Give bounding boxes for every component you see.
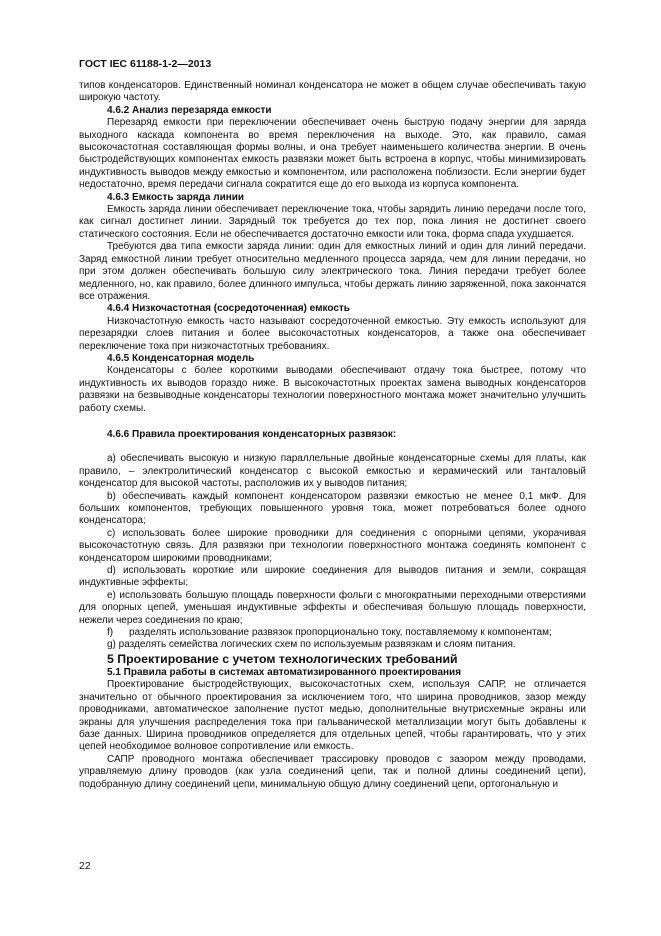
intro-paragraph: типов конденсаторов. Единственный номинал конденсатора не может в общем случае обеспечивать такую широкую частоту. (79, 80, 586, 104)
document-header: ГОСТ IEC 61188-1-2—2013 (79, 58, 212, 70)
list-item-a: а) обеспечивать высокую и низкую параллельные двойные конденсаторные схемы для платы, как правило, – электролитический конденсатор с высокой емкостью и керамический или танталовый конденсатор для высокой частоты, расположив их у выводов питания; (79, 453, 586, 490)
section-4-6-6-heading: 4.6.6 Правила проектирования конденсаторных развязок: (107, 428, 397, 440)
list-item-g: g) разделять семейства логических схем по используемым развязкам и слоям питания. (107, 639, 516, 651)
section-4-6-3-paragraph-1: Емкость заряда линии обеспечивает переключение тока, чтобы зарядить линию передачи после того, как сигнал достигнет линии. Зарядный ток требуется до тех пор, пока линия не достигнет своего статического состояния. Если не обеспечивается достаточно емкости или тока, форма спада ухудшается. (79, 204, 586, 240)
section-5-1-paragraph-2: САПР проводного монтажа обеспечивает трассировку проводов с зазором между проводами, управляемую длину проводов (как узла соединений цепи, так и полной длины соединений цепи), подобранную длину соединений цепи, минимальную общую длину соединений цепи, ортогональную и (79, 753, 586, 790)
section-4-6-4-heading: 4.6.4 Низкочастотная (сосредоточенная) емкость (107, 303, 350, 315)
list-item-c: с) использовать более широкие проводники для соединения с опорными цепями, укорачивая высокочастотную связь. Для развязки при технологии поверхностного монтажа соединять компонент с конденсатором широкими проводниками; (79, 527, 586, 564)
section-4-6-5-heading: 4.6.5 Конденсаторная модель (107, 352, 255, 364)
page-number: 22 (79, 860, 91, 872)
list-item-d: d) использовать короткие или широкие соединения для выводов питания и земли, сокращая индуктивные эффекты; (79, 565, 586, 589)
section-4-6-5-paragraph: Конденсаторы с более короткими выводами обеспечивают отдачу тока быстрее, потому что индуктивность их выводов гораздо ниже. В высокочастотных проектах замена выводных конденсаторов развязки на безвыводные конденсаторы технологии поверхностного монтажа может значительно улучшить работу схемы. (79, 365, 586, 414)
section-5-1-paragraph-1: Проектирование быстродействующих, высокочастотных схем, используя САПР, не отличается значительно от обычного проектирования за исключением того, что ширина проводников, зазор между проводниками, автоматическое заполнение пустот медью, дополнительные внутрисхемные экраны или экраны для улучшения распределения тока при гальванической металлизации могут быть добавлены к базе данных. Ширина проводников определяется для отдельных цепей, чтобы гарантировать, что у этих цепей необходимое волновое сопротивление или емкость. (79, 679, 586, 753)
list-item-f-letter: f) (107, 627, 114, 639)
section-4-6-4-paragraph: Низкочастотную емкость часто называют сосредоточенной емкостью. Эту емкость используют для перезарядки слоев питания и более высокочастотных конденсаторов, а также она обеспечивает переключение тока при низкочастотных требованиях. (79, 315, 586, 352)
list-item-f-text: разделять использование развязок пропорционально току, поставляемому к компонентам; (129, 627, 552, 639)
list-item-b: b) обеспечивать каждый компонент конденсатором развязки емкостью не менее 0,1 мкФ. Для больших компонентов, требующих повышенного уровня тока, может потребоваться более одного конденсатора; (79, 490, 586, 527)
section-4-6-3-paragraph-2: Требуются два типа емкости заряда линии: один для емкостных линий и один для линий передачи. Заряд емкостной линии требует относительно медленного процесса заряда, чем для линии передачи, но при этом должен обеспечивать большую силу электрического тока. Линия передачи требует более медленного, но, как правило, более длинного импульса, чтобы держать линию заряженной, пока закончатся все отражения. (79, 241, 586, 302)
section-4-6-3-heading: 4.6.3 Емкость заряда линии (107, 191, 245, 203)
section-5-heading: 5 Проектирование с учетом технологических требований (107, 651, 458, 666)
section-5-1-heading: 5.1 Правила работы в системах автоматизированного проектирования (107, 666, 462, 678)
section-4-6-2-paragraph: Перезаряд емкости при переключении обеспечивает очень быструю подачу энергии для заряда выходного каскада компонента во время переключения на выходе. Это, как правило, самая высокочастотная составляющая формы волны, и она требует наименьшего количества энергии. В очень быстродействующих компонентах емкость развязки может быть встроена в корпус, чтобы минимизировать индуктивность выводов между емкостью и компонентом, или расположена поблизости. Если энергии будет недостаточно, время передачи сигнала сократится еще до его выхода из корпуса компонента. (79, 117, 586, 191)
list-item-f (79, 627, 586, 639)
section-4-6-2-heading: 4.6.2 Анализ перезаряда емкости (107, 104, 272, 116)
list-item-e: е) использовать большую площадь поверхности фольги с многократными переходными отверстиями для опорных цепей, уменьшая индуктивные эффекты и обеспечивая большую площадь поверхности, нежели через соединения по краю; (79, 589, 586, 626)
document-body (79, 80, 586, 791)
